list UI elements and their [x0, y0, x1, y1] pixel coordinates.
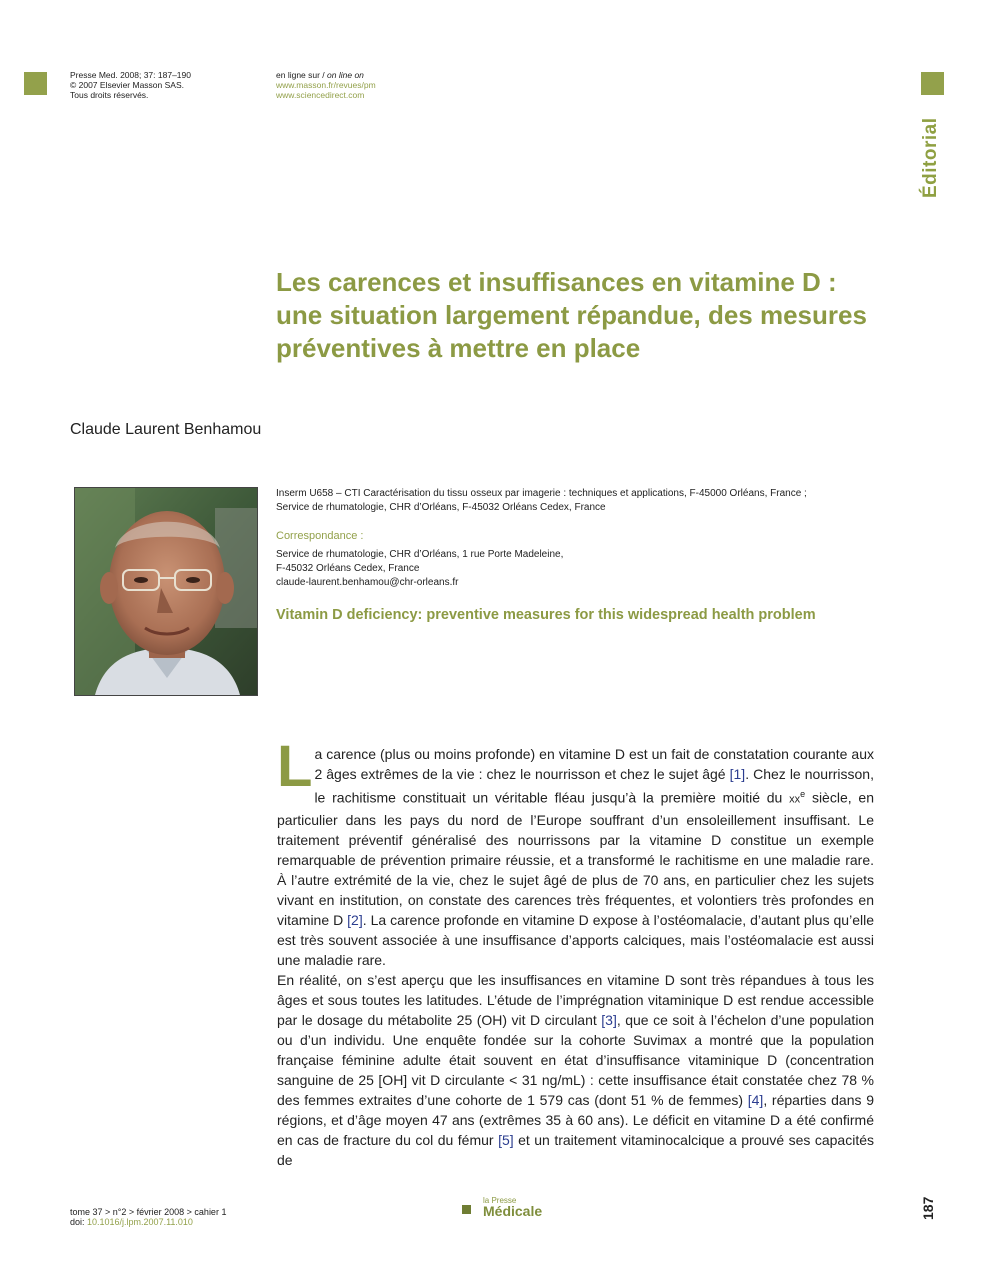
- correspondence-line-2: F-45032 Orléans Cedex, France: [276, 563, 420, 574]
- paragraph-1-text-c: siècle, en particulier dans les pays du nord de l’Europe souffrant d’un ensoleillement insuffisant. Le traitement préventif généralisé des nourrissons par la vitamine D constitue un exemple remarquable de prévention primaire réussie, et a transformé le rachitisme en une maladie rare. À l’autre extrémité de la vie, chez le sujet âgé de plus de 70 ans, en particulier chez les sujets vivant en institution, on constate des carences très fréquentes, et volontiers très profondes en vitamine D: [277, 789, 874, 928]
- paragraph-1-text-d: . La carence profonde en vitamine D expose à l’ostéomalacie, d’autant plus qu’elle est très souvent associée à une insuffisance d’apports calciques, mais l’ostéomalacie est aussi une maladie rare.: [277, 911, 874, 968]
- copyright: © 2007 Elsevier Masson SAS.: [70, 80, 184, 90]
- century: xx: [789, 793, 801, 806]
- author-photo: [74, 487, 258, 696]
- section-label: Éditorial: [920, 117, 941, 198]
- online-italic: on line on: [327, 70, 364, 80]
- corner-square-left: [24, 72, 47, 95]
- paragraph-2-text-b: , que ce soit à l’échelon d’une population ou d’un individu. Une enquête fondée sur la cohorte Suvimax a montré que la population française féminine adulte était souvent en état d’insuffisance vitaminique D (concentration sanguine de 25 [OH] vit D circulante < 31 ng/mL) : cette insuffisance était constatée chez 78 % des femmes extraites d’une cohorte de 1 579 cas (dont 51 % de femmes): [277, 1011, 875, 1108]
- article-body: [277, 734, 875, 1170]
- paragraph-2-text-d: et un traitement vitaminocalcique a prouvé ses capacités de: [277, 1131, 874, 1168]
- masson-link[interactable]: www.masson.fr/revues/pm: [276, 80, 376, 90]
- issue-info: tome 37 > n°2 > février 2008 > cahier 1: [70, 1207, 227, 1217]
- correspondence-label: Correspondance :: [276, 530, 364, 542]
- reference-3[interactable]: [3]: [601, 1011, 617, 1028]
- affiliation-line-2: Service de rhumatologie, CHR d’Orléans, F-45032 Orléans Cedex, France: [276, 502, 606, 513]
- affiliation-line-1: Inserm U658 – CTI Caractérisation du tissu osseux par imagerie : techniques et applications, F-45000 Orléans, France ;: [276, 488, 807, 499]
- journal-citation: Presse Med. 2008; 37: 187–190: [70, 70, 191, 80]
- reference-1[interactable]: [1]: [729, 766, 746, 782]
- online-prefix: en ligne sur /: [276, 70, 328, 80]
- journal-info: [70, 70, 191, 100]
- paragraph-1-text-a: a carence (plus ou moins profonde) en vitamine D est un fait de constatation courante aux 2 âges extrêmes de la vie : chez le nourrisson et chez le sujet âgé: [314, 746, 874, 782]
- logo-square-icon: [462, 1205, 471, 1214]
- paragraph-2-text-c: , réparties dans 9 régions, et d’âge moyen 47 ans (extrêmes 35 à 60 ans). Le déficit en vitamine D a été confirmé en cas de fracture du col du fémur: [277, 1091, 874, 1148]
- paragraph-1-text-b: . Chez le nourrisson, le rachitisme constituait un véritable fléau jusqu’à la première moitié du: [314, 766, 874, 806]
- author-portrait-image: [75, 488, 257, 695]
- reference-5[interactable]: [5]: [498, 1131, 514, 1148]
- affiliation: [276, 487, 876, 515]
- online-info: [276, 70, 376, 100]
- paragraph-2-text-a: En réalité, on s’est aperçu que les insuffisances en vitamine D sont très répandues à tous les âges et sous toutes les latitudes. L’étude de l’imprégnation vitaminique D est rendue accessible par le dosage du métabolite 25 (OH) vit D circulant: [277, 971, 874, 1028]
- paragraph-2: [277, 970, 874, 1170]
- doi-label: doi:: [70, 1217, 88, 1227]
- correspondence-address: [276, 548, 876, 590]
- author-name: Claude Laurent Benhamou: [70, 421, 262, 438]
- correspondence-line-1: Service de rhumatologie, CHR d’Orléans, 1 rue Porte Madeleine,: [276, 549, 564, 560]
- drop-cap: L: [277, 734, 313, 799]
- english-title: Vitamin D deficiency: preventive measures for this widespread health problem: [276, 607, 816, 623]
- page-number: 187: [920, 1196, 936, 1220]
- doi-link[interactable]: 10.1016/j.lpm.2007.11.010: [87, 1217, 193, 1227]
- footer-citation: [70, 1207, 226, 1227]
- reference-4[interactable]: [4]: [747, 1091, 764, 1108]
- sciencedirect-link[interactable]: www.sciencedirect.com: [276, 90, 365, 100]
- logo-small-text: la Presse: [483, 1196, 517, 1205]
- rights: Tous droits réservés.: [70, 90, 149, 100]
- article-title: Les carences et insuffisances en vitamine D : une situation largement répandue, des mesures préventives à mettre en place: [276, 267, 867, 363]
- century-sup: e: [800, 789, 806, 799]
- logo-main-text: Médicale: [483, 1203, 543, 1219]
- journal-logo: [462, 1196, 572, 1220]
- correspondence-email[interactable]: claude-laurent.benhamou@chr-orleans.fr: [276, 577, 459, 588]
- reference-2[interactable]: [2]: [347, 911, 363, 928]
- paragraph-1: [277, 734, 874, 970]
- corner-square-right: [921, 72, 944, 95]
